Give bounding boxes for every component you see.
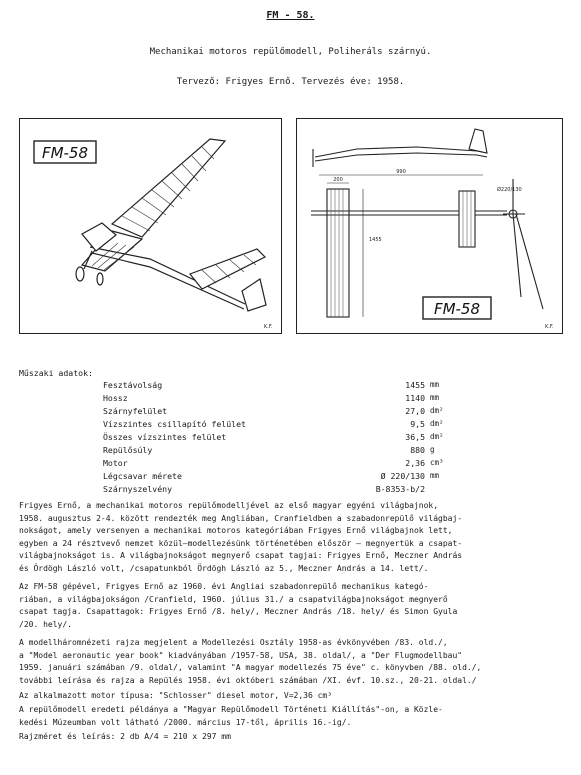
- text-line: a "Model aeronautic year book" kiadványában /1957-58, USA, 38. oldal/, a "Der Flugmodellbau": [19, 650, 463, 660]
- spec-label: Motor: [103, 458, 128, 468]
- spec-unit: mm: [430, 380, 440, 389]
- text-line: Rajzméret és leírás: 2 db A/4 = 210 x 297 mm: [19, 732, 231, 741]
- spec-unit: dm²: [430, 419, 444, 428]
- spec-label: Légcsavar mérete: [103, 471, 182, 481]
- spec-value: 1140: [405, 393, 425, 403]
- text-line: /20. hely/.: [19, 619, 72, 629]
- spec-unit: dm²: [430, 432, 444, 441]
- text-line: 1959. januári számában /9. oldal/, valamint "A magyar modellezés 75 éve" c. könyvben /88. old./,: [19, 663, 482, 673]
- text-line: Az alkalmazott motor típusa: "Schlosser" diesel motor, V=2,36 cm³: [19, 691, 333, 700]
- spec-label: Repülősúly: [103, 445, 153, 455]
- specs-title: Műszaki adatok:: [19, 368, 93, 378]
- paragraph-museum: [19, 704, 564, 729]
- dimension-span: 1455: [369, 237, 382, 243]
- text-line: további leírása és rajza a Repülés 1958. évi októberi számában /XI. évf. 10.sz., 20-21. oldal./: [19, 675, 477, 685]
- airplane-three-view-illustration: [297, 119, 562, 333]
- spec-value: 27,0: [405, 406, 425, 416]
- spec-value: 9,5: [410, 419, 425, 429]
- text-line: A repülőmodell eredeti példánya a "Magyar Repülőmodell Történeti Kiállítás"-on, a Közle-: [19, 705, 443, 714]
- spec-row: [0, 445, 581, 457]
- text-line: egyben a 24 résztvevő nemzet közül—modellezésünk történetében először — megnyertük a csapat-: [19, 538, 463, 548]
- spec-value: 36,5: [405, 432, 425, 442]
- right-initials: K.F.: [545, 324, 554, 330]
- perspective-drawing: [19, 118, 282, 334]
- text-line: és Ördögh László volt, /csapatunkból Ördögh László az 5., Meczner András a 14. lett/.: [19, 563, 429, 573]
- text-line: Az FM-58 gépével, Frigyes Ernő az 1960. évi Angliai szabadonrepülő mechanikus kategó-: [19, 582, 429, 591]
- text-line: világbajnokságot is. A világbajnokságot megnyerő csapat tagjai: Frigyes Ernő, Meczner András: [19, 551, 463, 561]
- dimension-length: 990: [396, 169, 406, 175]
- three-view-drawing: [296, 118, 563, 334]
- spec-value: 2,36: [405, 458, 425, 468]
- text-line: csapat tagja. Csapattagok: Frigyes Ernő /8. hely/, Meczner András /18. hely/ és Simon Gyula: [19, 607, 458, 617]
- text-line: 1958. augusztus 2-4. között rendezték meg Angliában, Cranfieldben a szabadonrepülő világbaj-: [19, 513, 463, 523]
- spec-row: [0, 406, 581, 418]
- text-line: kedési Múzeumban volt látható /2000. március 17-től, április 16.-ig/.: [19, 717, 352, 727]
- spec-row: [0, 393, 581, 405]
- airplane-perspective-illustration: [20, 119, 281, 333]
- paragraph-drawing-size: [19, 731, 564, 744]
- dimension-chord: 200: [333, 177, 343, 183]
- right-figure-label: FM-58: [433, 300, 481, 318]
- spec-unit: dm²: [430, 406, 444, 415]
- dimension-prop: Ø220/130: [497, 187, 522, 193]
- spec-label: Szárnyszelvény: [103, 484, 173, 494]
- spec-row: [0, 432, 581, 444]
- spec-label: Fesztávolság: [103, 380, 163, 390]
- spec-label: Összes vízszintes felület: [103, 432, 227, 442]
- paragraph-engine: [19, 690, 564, 703]
- spec-row: [0, 484, 581, 496]
- text-line: riában, a világbajokságon /Cranfield, 1960. július 31./ a csapatvilágbajnokságot megnyerő: [19, 594, 448, 604]
- spec-label: Szárnyfelület: [103, 406, 168, 416]
- spec-row: [0, 458, 581, 470]
- spec-label: Vízszintes csillapító felület: [103, 419, 246, 429]
- left-initials: K.F.: [264, 324, 273, 330]
- page-subtitle: Mechanikai motoros repülőmodell, Poliheráls szárnyú.: [149, 47, 432, 57]
- paragraph-history: [19, 500, 564, 576]
- spec-value: B-8353-b/2: [375, 484, 425, 494]
- spec-unit: g: [430, 445, 435, 454]
- spec-unit: mm: [430, 393, 440, 402]
- spec-unit: mm: [430, 471, 440, 480]
- spec-label: Hossz: [103, 393, 128, 403]
- spec-value: Ø 220/130: [380, 471, 425, 481]
- text-line: A modellháromnézeti rajza megjelent a Modellezési Osztály 1958-as évkönyvében /83. old./,: [19, 638, 448, 647]
- author-line: Tervező: Frigyes Ernő. Tervezés éve: 1958.: [176, 77, 405, 87]
- spec-row: [0, 471, 581, 483]
- spec-row: [0, 380, 581, 392]
- spec-value: 880: [410, 445, 425, 455]
- spec-value: 1455: [405, 380, 425, 390]
- spec-row: [0, 419, 581, 431]
- text-line: nokságot, amely versenyen a mechanikai motoros kategóriában Frigyes Ernő világbajnok lett,: [19, 526, 453, 536]
- text-line: Frigyes Ernő, a mechanikai motoros repülőmodelljével az első magyar egyéni világbajnok,: [19, 501, 439, 510]
- paragraph-1960: [19, 581, 564, 631]
- left-figure-label: FM-58: [41, 144, 89, 162]
- spec-unit: cm³: [430, 458, 444, 467]
- page-title: FM - 58.: [266, 10, 315, 21]
- paragraph-publications: [19, 637, 564, 687]
